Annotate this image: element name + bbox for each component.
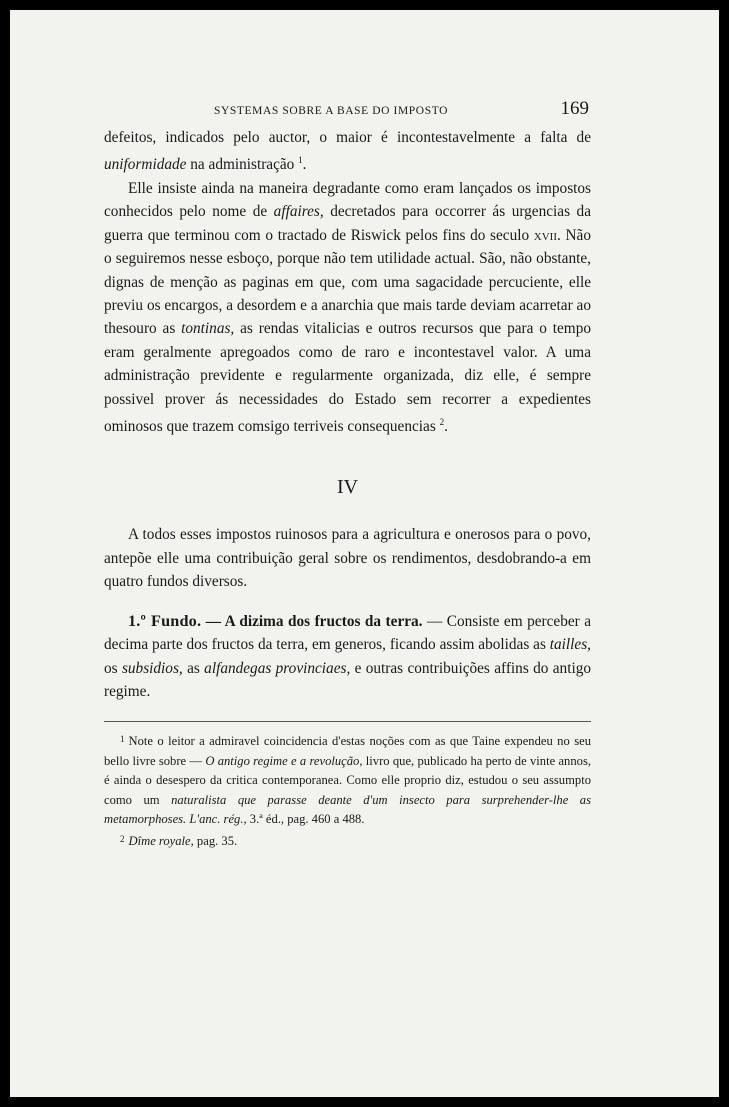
- page-number: 169: [560, 98, 589, 119]
- italic-run: Dîme royale,: [128, 833, 194, 848]
- italic-run: alfandegas provinciaes,: [204, 659, 351, 677]
- italic-run: affaires,: [273, 203, 324, 221]
- century-numeral: xvii: [533, 226, 558, 244]
- footnote-marker: 2: [120, 833, 125, 844]
- text-run: os: [104, 659, 122, 677]
- text-run: e outras contribuições affins do antigo regime.: [104, 659, 591, 700]
- italic-run: tontinas,: [181, 320, 235, 338]
- running-title: SYSTEMAS SOBRE A BASE DO IMPOSTO: [214, 105, 449, 117]
- fund-label: 1.º Fundo.: [128, 611, 202, 630]
- italic-run: subsidios,: [121, 659, 183, 677]
- text-run: as: [182, 659, 205, 677]
- text-run: na administração: [186, 156, 299, 174]
- footnote-marker: 1: [120, 734, 125, 745]
- paragraph-affaires: [104, 177, 591, 439]
- section-heading: IV: [336, 476, 359, 499]
- text-run: Elle insiste ainda na maneira degradante como eram lançados os impostos conhecidos pelo nome de: [104, 179, 591, 221]
- paragraph-continuation: [104, 126, 591, 177]
- text-run: 3.ª éd., pag. 460 a 488.: [246, 812, 365, 827]
- italic-run: O antigo regime e a revolução,: [205, 753, 363, 768]
- footnote-reference: 1: [298, 155, 303, 166]
- footnote-reference: 2: [439, 416, 445, 427]
- italic-run: L'anc. rég.,: [189, 812, 247, 827]
- text-run: as rendas vitalicias e outros recursos que para o tempo eram geralmente apregoados como de raro e incontestavel valor. A uma administração previdente e regularmente organizada, diz elle, é sempre possivel prover ás necessidades do Estado sem recorrer a expedientes ominosos que trazem comsigo terriveis consequencias: [104, 320, 591, 436]
- text-run: — Consiste em perceber a decima parte dos fructos da terra, em generos, ficando assim abolidas as: [104, 612, 591, 654]
- text-run: defeitos, indicados pelo auctor, o maior é incontestavelmente a falta de: [104, 129, 591, 146]
- running-head: [104, 98, 591, 126]
- footnote-divider: [104, 721, 591, 722]
- book-page: [10, 10, 719, 1097]
- paragraph-fundo-1: [104, 610, 591, 704]
- text-run: . Não o seguiremos nesse esboço, porque não tem utilidade actual. São, não obstante, dignas de menção as paginas em que, com uma sagacidade percuciente, elle previu os encargos, a desordem e a anarchia que mais tarde deviam acarretar ao thesouro as: [104, 226, 591, 338]
- text-run: pag. 35.: [193, 833, 238, 848]
- text-run: Note o leitor a admiravel coincidencia d'estas noções com as que Taine expendeu no seu bello livre sobre —: [104, 734, 591, 768]
- italic-run: uniformidade: [104, 156, 187, 174]
- spacer: [104, 594, 591, 610]
- text-run: .: [444, 418, 448, 436]
- text-run: decretados para occorrer ás urgencias da guerra que terminou com o tractado de Riswick pelos fins do seculo: [104, 203, 591, 244]
- page-content: [104, 98, 591, 851]
- italic-run: tailles,: [549, 636, 591, 654]
- fund-heading: — A dizima dos fructos da terra.: [201, 612, 423, 630]
- text-run: .: [302, 156, 307, 174]
- footnote-1: [104, 730, 591, 830]
- paragraph-impostos: A todos esses impostos ruinosos para a agricultura e onerosos para o povo, antepõe elle uma contribuição geral sobre os rendimentos, desdobrando-a em quatro fundos diversos.: [104, 526, 591, 591]
- text-run: livro que, publicado ha perto de vinte annos, é ainda o desespero da critica contemporanea. Como elle proprio diz, estudou o seu assumpto como um: [104, 753, 591, 807]
- italic-run: naturalista que parasse deante d'um insecto para surprehender-lhe as metamorphoses.: [104, 792, 591, 827]
- footnote-2: [104, 830, 591, 852]
